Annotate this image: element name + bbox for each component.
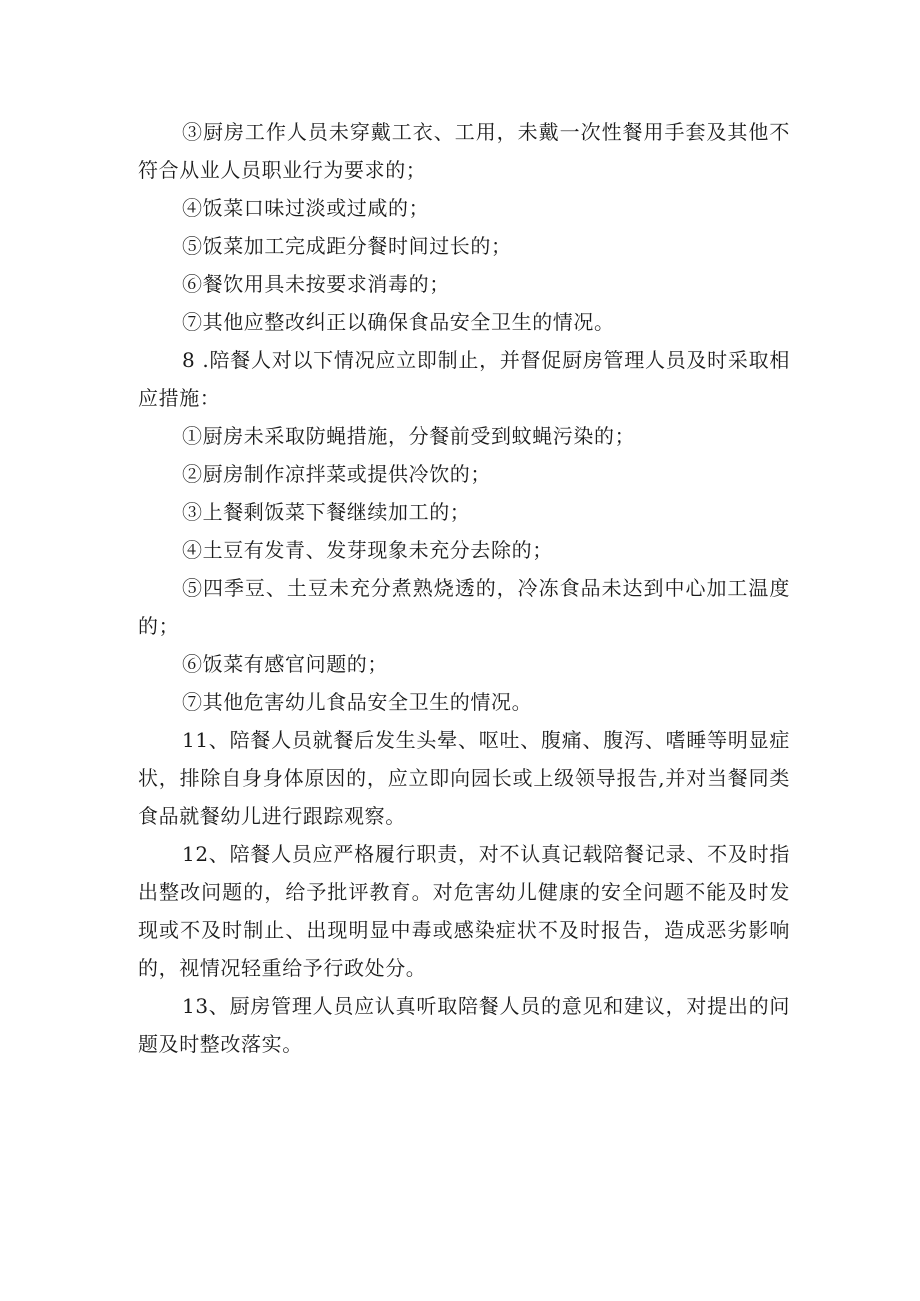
paragraph-item-3: ③厨房工作人员未穿戴工衣、工用，未戴一次性餐用手套及其他不符合从业人员职业行为要求的； (138, 120, 790, 182)
section-8-heading: 8 .陪餐人对以下情况应立即制止，并督促厨房管理人员及时采取相应措施： (138, 348, 790, 410)
section-8-item-2: ②厨房制作凉拌菜或提供冷饮的； (182, 462, 491, 486)
section-8-item-6: ⑥饭菜有感官问题的； (182, 652, 388, 676)
paragraph-item-6: ⑥餐饮用具未按要求消毒的； (182, 272, 450, 296)
section-13-paragraph: 13、厨房管理人员应认真听取陪餐人员的意见和建议，对提出的问题及时整改落实。 (138, 994, 790, 1056)
paragraph-item-4: ④饭菜口味过淡或过咸的； (182, 196, 430, 220)
section-11-paragraph: 11、陪餐人员就餐后发生头晕、呕吐、腹痛、腹泻、嗜睡等明显症状，排除自身身体原因的，应立即向园长或上级领导报告,并对当餐同类食品就餐幼儿进行跟踪观察。 (138, 728, 790, 828)
section-8-item-1: ①厨房未采取防蝇措施，分餐前受到蚊蝇污染的； (182, 424, 636, 448)
section-8-item-4: ④土豆有发青、发芽现象未充分去除的； (182, 538, 553, 562)
section-8-item-7: ⑦其他危害幼儿食品安全卫生的情况。 (182, 690, 533, 714)
section-8-item-5: ⑤四季豆、土豆未充分煮熟烧透的，冷冻食品未达到中心加工温度的； (138, 576, 790, 638)
paragraph-item-5: ⑤饭菜加工完成距分餐时间过长的； (182, 234, 512, 258)
section-12-paragraph: 12、陪餐人员应严格履行职责，对不认真记载陪餐记录、不及时指出整改问题的，给予批评教育。对危害幼儿健康的安全问题不能及时发现或不及时制止、出现明显中毒或感染症状不及时报告，造成恶劣影响的，视情况轻重给予行政处分。 (138, 842, 790, 980)
paragraph-item-7: ⑦其他应整改纠正以确保食品安全卫生的情况。 (182, 310, 615, 334)
section-8-item-3: ③上餐剩饭菜下餐继续加工的； (182, 500, 471, 524)
document-body (138, 113, 790, 1063)
